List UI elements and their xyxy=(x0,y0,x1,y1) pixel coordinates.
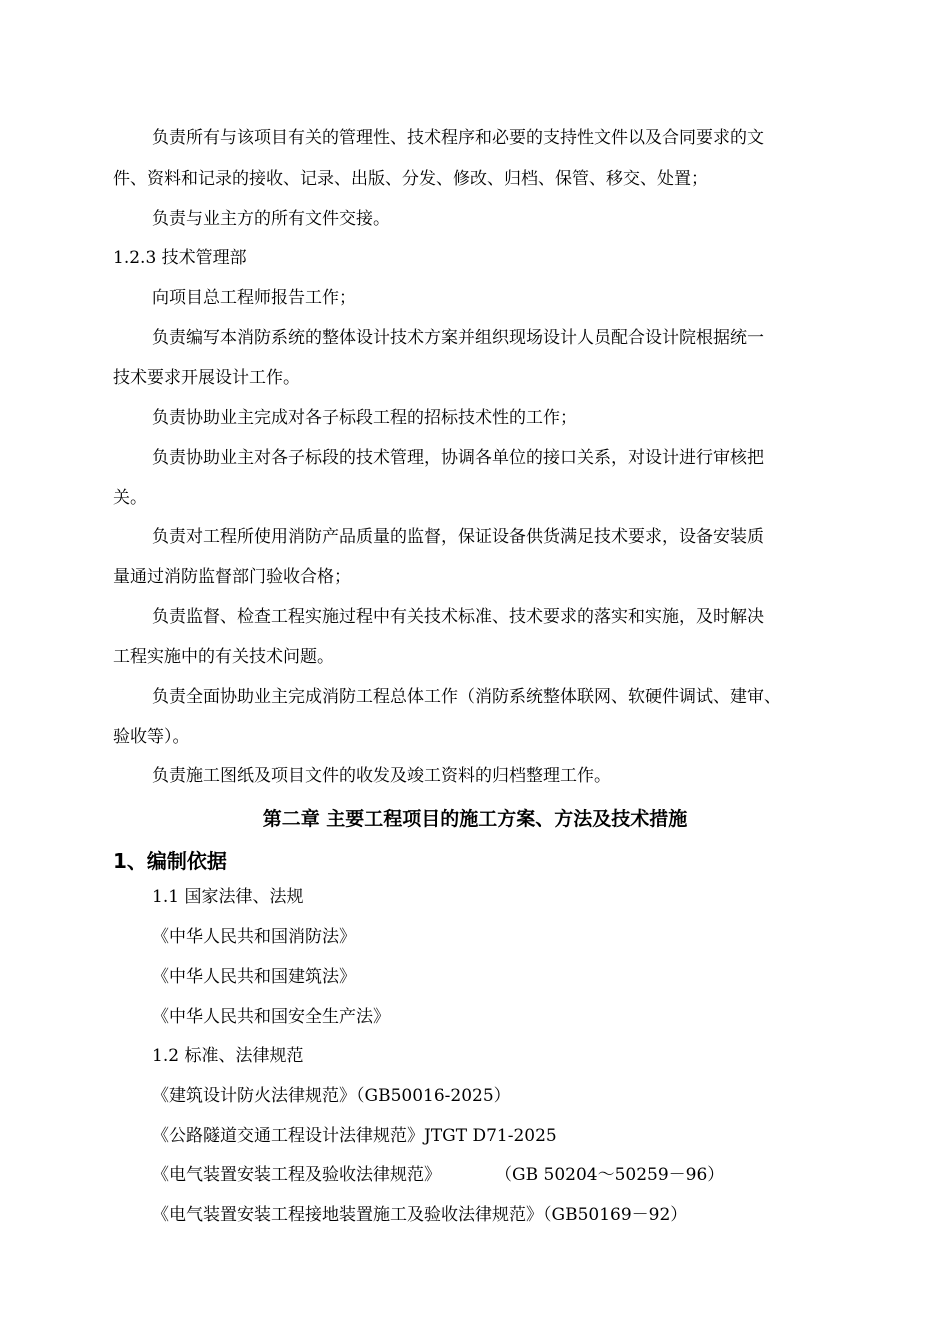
subsection-heading: 1.2.3 技术管理部 xyxy=(113,248,247,268)
law-item: 《中华人民共和国安全生产法》 xyxy=(152,1007,390,1027)
paragraph-line: 量通过消防监督部门验收合格； xyxy=(113,567,351,587)
standard-item: 《公路隧道交通工程设计法律规范》JTGT D71-2025 xyxy=(152,1126,557,1146)
paragraph-line: 向项目总工程师报告工作； xyxy=(152,288,356,308)
standard-item: 《建筑设计防火法律规范》（GB50016-2025） xyxy=(152,1086,511,1106)
paragraph-line: 负责施工图纸及项目文件的收发及竣工资料的归档整理工作。 xyxy=(152,766,611,786)
paragraph-line: 负责与业主方的所有文件交接。 xyxy=(152,209,390,229)
chapter-title: 第二章 主要工程项目的施工方案、方法及技术措施 xyxy=(262,808,688,830)
subsection-heading: 1.1 国家法律、法规 xyxy=(152,887,304,907)
paragraph-line: 负责协助业主对各子标段的技术管理，协调各单位的接口关系，对设计进行审核把 xyxy=(152,448,764,468)
section-title: 1、编制依据 xyxy=(113,849,227,873)
paragraph-line: 技术要求开展设计工作。 xyxy=(113,368,300,388)
paragraph-line: 工程实施中的有关技术问题。 xyxy=(113,647,334,667)
law-item: 《中华人民共和国建筑法》 xyxy=(152,967,356,987)
paragraph-line: 验收等）。 xyxy=(113,727,190,747)
paragraph-line: 件、资料和记录的接收、记录、出版、分发、修改、归档、保管、移交、处置； xyxy=(113,169,708,189)
paragraph-line: 负责监督、检查工程实施过程中有关技术标准、技术要求的落实和实施，及时解决 xyxy=(152,607,764,627)
paragraph-line: 负责编写本消防系统的整体设计技术方案并组织现场设计人员配合设计院根据统一 xyxy=(152,328,764,348)
paragraph-line: 负责协助业主完成对各子标段工程的招标技术性的工作； xyxy=(152,408,577,428)
paragraph-line: 负责对工程所使用消防产品质量的监督，保证设备供货满足技术要求，设备安装质 xyxy=(152,527,764,547)
paragraph-line: 负责所有与该项目有关的管理性、技术程序和必要的支持性文件以及合同要求的文 xyxy=(152,128,764,148)
paragraph-line: 负责全面协助业主完成消防工程总体工作（消防系统整体联网、软硬件调试、建审、 xyxy=(152,687,781,707)
subsection-heading: 1.2 标准、法律规范 xyxy=(152,1046,304,1066)
standard-item: 《电气装置安装工程及验收法律规范》 （GB 50204～50259－96） xyxy=(152,1165,725,1185)
paragraph-line: 关。 xyxy=(113,488,147,508)
law-item: 《中华人民共和国消防法》 xyxy=(152,927,356,947)
standard-item: 《电气装置安装工程接地装置施工及验收法律规范》（GB50169－92） xyxy=(152,1205,688,1225)
